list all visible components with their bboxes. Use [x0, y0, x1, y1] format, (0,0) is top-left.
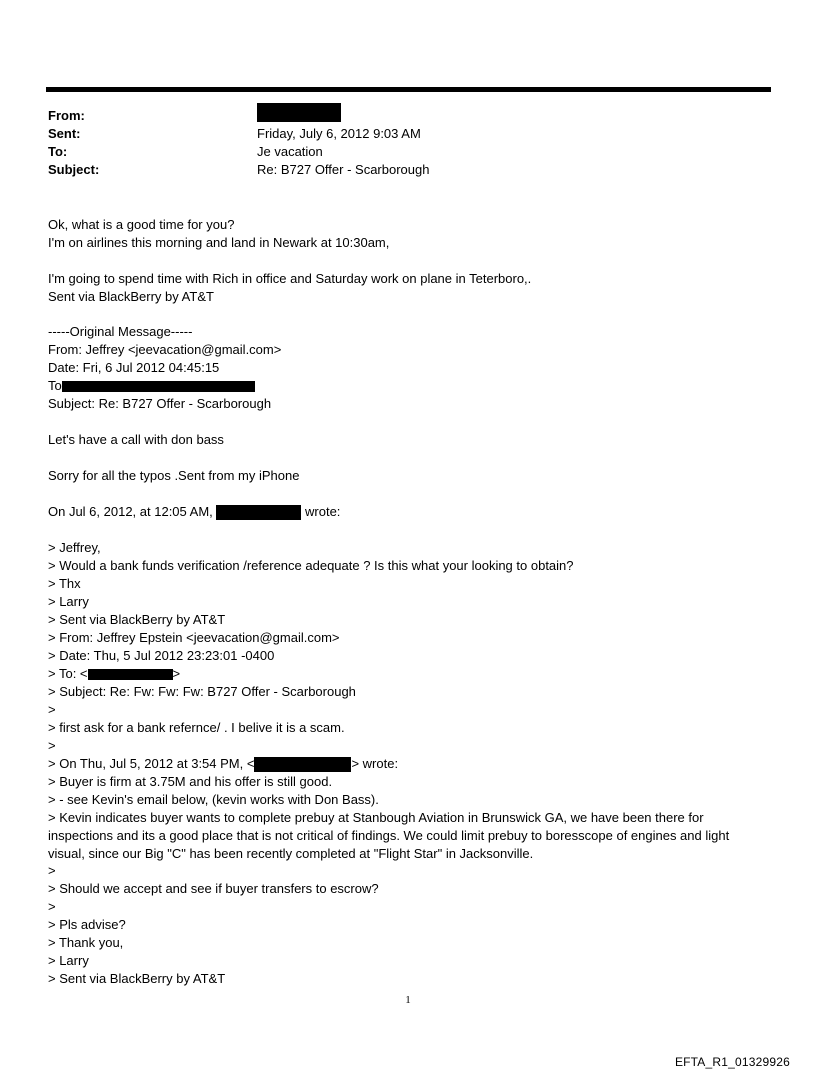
- original-message-divider: -----Original Message-----: [48, 324, 193, 339]
- body-line: Let's have a call with don bass: [48, 432, 224, 447]
- original-to: [48, 377, 255, 395]
- from-label: From:: [48, 108, 85, 123]
- document-id: EFTA_R1_01329926: [674, 1055, 790, 1069]
- original-from: From: Jeffrey <jeevacation@gmail.com>: [48, 342, 282, 357]
- quoted-line: > Thank you,: [48, 935, 124, 950]
- quoted-line: > Sent via BlackBerry by AT&T: [48, 612, 226, 627]
- quoted-line: > Date: Thu, 5 Jul 2012 23:23:01 -0400: [48, 648, 275, 663]
- subject-label: Subject:: [48, 162, 100, 177]
- quoted-to-suffix: >: [172, 666, 181, 681]
- quoted-line: >: [48, 899, 56, 914]
- body-line: Sorry for all the typos .Sent from my iPhone: [48, 468, 300, 483]
- quoted-line: > Buyer is firm at 3.75M and his offer is still good.: [48, 774, 333, 789]
- redaction-bar: [88, 669, 173, 680]
- body-line: I'm going to spend time with Rich in office and Saturday work on plane in Teterboro,.: [48, 271, 532, 286]
- original-subject: Subject: Re: B727 Offer - Scarborough: [48, 396, 272, 411]
- quoted-line: >: [48, 702, 56, 717]
- redaction-bar: [62, 381, 255, 392]
- original-date: Date: Fri, 6 Jul 2012 04:45:15: [48, 360, 220, 375]
- quoted-line: >: [48, 863, 56, 878]
- quoted-line: >: [48, 738, 56, 753]
- quoted-line: > Sent via BlackBerry by AT&T: [48, 971, 226, 986]
- attribution-prefix: On Jul 6, 2012, at 12:05 AM,: [48, 504, 213, 519]
- body-line: I'm on airlines this morning and land in Newark at 10:30am,: [48, 235, 390, 250]
- redaction-bar: [254, 757, 351, 772]
- reply-attribution: [48, 503, 340, 521]
- quoted-line: > Pls advise?: [48, 917, 126, 932]
- quoted-paragraph: > Kevin indicates buyer wants to complete prebuy at Stanbough Aviation in Brunswick GA, we have been there for inspections and its a good place that is not critical of findings. We could limit prebuy to boresscope of engines and light visual, since our Big "C" has been recently completed at "Flight Star" in Jacksonville.: [48, 810, 730, 861]
- sent-label: Sent:: [48, 126, 81, 141]
- page-number: 1: [405, 994, 411, 1006]
- to-value: Je vacation: [257, 144, 323, 159]
- quoted-line: > Larry: [48, 953, 89, 968]
- quoted-to-prefix: > To: <: [48, 666, 88, 681]
- quoted-line: > Larry: [48, 594, 89, 609]
- quoted-line: > Jeffrey,: [48, 540, 101, 555]
- quoted-line: > Subject: Re: Fw: Fw: Fw: B727 Offer - Scarborough: [48, 684, 356, 699]
- to-label: To:: [48, 144, 68, 159]
- sent-value: Friday, July 6, 2012 9:03 AM: [257, 126, 421, 141]
- quoted-attribution-suffix: > wrote:: [351, 756, 399, 771]
- quoted-line: > From: Jeffrey Epstein <jeevacation@gmail.com>: [48, 630, 340, 645]
- quoted-line: > Should we accept and see if buyer transfers to escrow?: [48, 881, 379, 896]
- quoted-line: [48, 755, 398, 773]
- quoted-line: > Would a bank funds verification /reference adequate ? Is this what your looking to obtain?: [48, 558, 574, 573]
- header-rule: [46, 87, 771, 92]
- attribution-suffix: wrote:: [301, 504, 341, 519]
- from-value-redacted: [257, 103, 341, 122]
- quoted-line: > first ask for a bank refernce/ . I belive it is a scam.: [48, 720, 345, 735]
- quoted-line: > Thx: [48, 576, 81, 591]
- redaction-bar: [216, 505, 301, 520]
- quoted-attribution-prefix: > On Thu, Jul 5, 2012 at 3:54 PM, <: [48, 756, 255, 771]
- quoted-line: > - see Kevin's email below, (kevin works with Don Bass).: [48, 792, 379, 807]
- original-to-prefix: To: [48, 378, 62, 393]
- quoted-line: [48, 665, 180, 683]
- subject-value: Re: B727 Offer - Scarborough: [257, 162, 430, 177]
- signature-line: Sent via BlackBerry by AT&T: [48, 289, 214, 304]
- body-line: Ok, what is a good time for you?: [48, 217, 235, 232]
